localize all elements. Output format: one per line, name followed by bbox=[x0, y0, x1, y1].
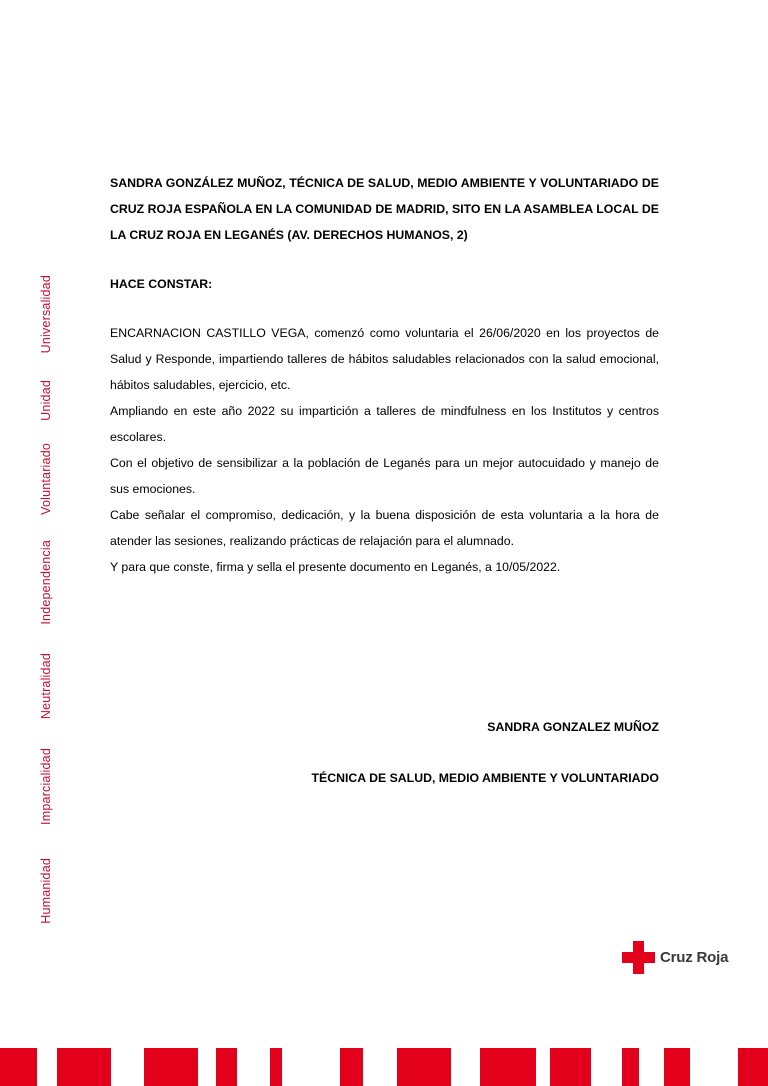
band-block bbox=[550, 1048, 591, 1086]
band-block bbox=[340, 1048, 363, 1086]
paragraph: Cabe señalar el compromiso, dedicación, y la buena disposición de esta voluntaria a la hora de atender las sesiones, realizando prácticas de relajación para el alumnado. bbox=[110, 508, 659, 548]
band-block bbox=[270, 1048, 282, 1086]
principle-humanidad: Humanidad bbox=[39, 858, 53, 924]
paragraph: Con el objetivo de sensibilizar a la población de Leganés para un mejor autocuidado y manejo de sus emociones. bbox=[110, 456, 659, 496]
band-block bbox=[622, 1048, 639, 1086]
signature-name: SANDRA GONZALEZ MUÑOZ bbox=[487, 720, 659, 734]
band-block bbox=[144, 1048, 198, 1086]
paragraph: Y para que conste, firma y sella el presente documento en Leganés, a 10/05/2022. bbox=[110, 560, 561, 574]
principle-imparcialidad: Imparcialidad bbox=[39, 748, 53, 825]
principles-column bbox=[36, 275, 56, 925]
document-body bbox=[110, 170, 659, 580]
band-block bbox=[57, 1048, 111, 1086]
paragraph: Ampliando en este año 2022 su impartición a talleres de mindfulness en los Institutos y centros escolares. bbox=[110, 404, 659, 444]
principle-unidad: Unidad bbox=[39, 380, 53, 421]
principle-independencia: Independencia bbox=[39, 540, 53, 625]
hace-constar-label: HACE CONSTAR: bbox=[110, 277, 213, 291]
red-cross-icon bbox=[622, 941, 655, 974]
paragraph: ENCARNACION CASTILLO VEGA, comenzó como voluntaria el 26/06/2020 en los proyectos de Salud y Responde, impartiendo talleres de hábitos saludables relacionados con la salud emocional, hábitos saludables, ejercicio, etc. bbox=[110, 326, 659, 392]
cruz-roja-logo bbox=[622, 940, 728, 974]
principle-universalidad: Universalidad bbox=[39, 275, 53, 354]
document-heading: SANDRA GONZÁLEZ MUÑOZ, TÉCNICA DE SALUD, MEDIO AMBIENTE Y VOLUNTARIADO DE CRUZ ROJA ESPAÑOLA EN LA COMUNIDAD DE MADRID, SITO EN LA ASAMBLEA LOCAL DE LA CRUZ ROJA EN LEGANÉS (AV. DERECHOS HUMANOS, 2) bbox=[110, 176, 659, 242]
principle-voluntariado: Voluntariado bbox=[39, 443, 53, 515]
signature-title: TÉCNICA DE SALUD, MEDIO AMBIENTE Y VOLUNTARIADO bbox=[311, 771, 659, 785]
principle-neutralidad: Neutralidad bbox=[39, 653, 53, 720]
band-block bbox=[397, 1048, 451, 1086]
band-block bbox=[738, 1048, 768, 1086]
band-block bbox=[216, 1048, 237, 1086]
band-block bbox=[480, 1048, 536, 1086]
band-block bbox=[664, 1048, 690, 1086]
logo-text: Cruz Roja bbox=[660, 948, 729, 966]
band-block bbox=[0, 1048, 37, 1086]
